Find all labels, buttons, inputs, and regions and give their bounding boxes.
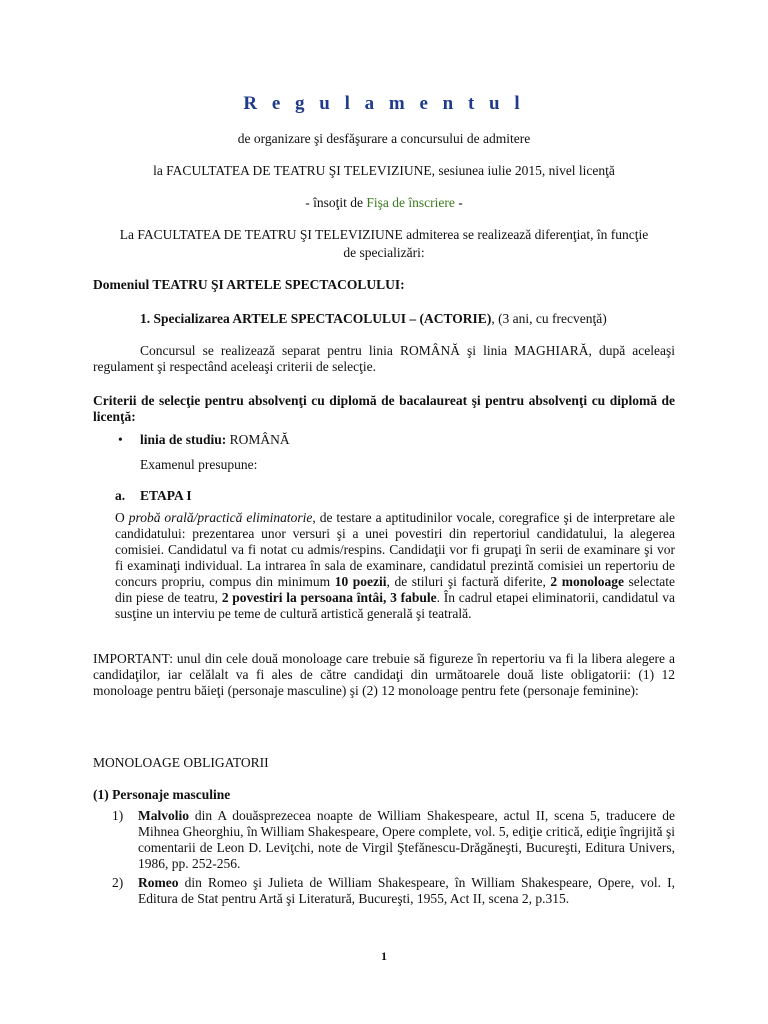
insotit-prefix: - însoţit de: [305, 195, 367, 210]
etapa-text-2: , de testare a aptitudinilor vocale, coregrafice şi de interpretare ale candidatului: prezentarea unor versuri şi a unei povestiri din repertoriul candidatului, la alegerea comisiei. Candidatul va fi notat cu admis/respins. Candidaţii vor fi grupaţi în serii de examinare şi vor fi examinaţi individual. La intrarea în sala de examinare, candidatul prezintă comisiei un repertoriu de concurs propriu, compus din minimum: [115, 510, 675, 589]
bullet-marker: •: [118, 432, 123, 447]
insotit-line: [0, 195, 768, 211]
linia-value: ROMÂNĂ: [226, 432, 290, 447]
spec-heading-line: [140, 311, 607, 327]
list-item-number: 2): [112, 875, 124, 890]
domain-heading: Domeniul TEATRU ŞI ARTELE SPECTACOLULUI:: [93, 277, 405, 292]
concurs-paragraph: Concursul se realizează separat pentru linia ROMÂNĂ şi linia MAGHIARĂ, după aceleaşi regulament şi respectând aceleaşi criterii de selecţie.: [93, 343, 675, 374]
etapa-bold-poezii: 10 poezii: [334, 574, 387, 589]
document-title: R e g u l a m e n t u l: [243, 93, 525, 114]
page-number: 1: [381, 949, 387, 963]
spec-suffix: , (3 ani, cu frecvenţă): [491, 311, 607, 326]
criterii-heading: Criterii de selecţie pentru absolvenţi cu diplomă de bacalaureat şi pentru absolvenţi cu diplomă de licenţă:: [93, 393, 675, 424]
intro-line-1: La FACULTATEA DE TEATRU ŞI TELEVIZIUNE admiterea se realizează diferenţiat, în funcţie: [119, 227, 649, 242]
etapa-heading: ETAPA I: [140, 488, 192, 503]
etapa-text-3: , de stiluri şi factură diferite,: [386, 574, 551, 589]
list-item-name: Romeo: [138, 875, 179, 890]
etapa-text-5: . În cadrul etapei eliminatorii, candidatul va susţine un interviu pe teme de cultură artistică generală şi teatrală.: [115, 590, 675, 621]
examen-presupune: Examenul presupune:: [140, 457, 258, 472]
list-item-text: din A douăsprezecea noapte de William Shakespeare, actul II, scena 5, traducere de Mihnea Gheorghiu, în William Shakespeare, Opere complete, vol. 5, ediţie critică, ediţie îngrijită şi comentarii de Leon D. Leviţchi, note de Virgil Ştefănescu-Drăgăneşti, Bucureşti, Editura Univers, 1986, pp. 252-256.: [138, 808, 675, 871]
list-item: [138, 875, 675, 907]
spec-heading: 1. Specializarea ARTELE SPECTACOLULUI – (ACTORIE): [140, 311, 492, 326]
linia-label: linia de studiu:: [140, 432, 227, 447]
fisa-inscriere-link[interactable]: Fişa de înscriere: [366, 195, 455, 210]
intro-line-2: de specializări:: [343, 245, 425, 260]
etapa-bold-povestiri: 2 povestiri la persoana întâi, 3 fabule: [221, 590, 437, 605]
linia-studiu: [140, 432, 290, 448]
list-item-number: 1): [112, 808, 124, 823]
list-item-text: din Romeo şi Julieta de William Shakespeare, în William Shakespeare, Opere, vol. I, Editura de Stat pentru Artă şi Literatură, Bucureşti, 1955, Act II, scena 2, p.315.: [138, 875, 675, 906]
etapa-letter: a.: [115, 488, 126, 503]
etapa-italic-proba: probă orală/practică eliminatorie: [128, 510, 313, 525]
important-paragraph: IMPORTANT: unul din cele două monoloage care trebuie să figureze în repertoriu va fi la libera alegere a candidaţilor, iar celălalt va fi ales de către candidaţi din următoarele două liste obligatorii: (1) 12 monoloage pentru băieţi (personaje masculine) şi (2) 12 monoloage pentru fete (personaje feminine):: [93, 651, 675, 698]
list-item: [138, 808, 675, 872]
personaje-masculine-heading: (1) Personaje masculine: [93, 787, 231, 802]
etapa-paragraph: [115, 510, 675, 622]
insotit-suffix: -: [454, 195, 463, 210]
list-item-name: Malvolio: [138, 808, 189, 823]
etapa-text-1: O: [115, 510, 129, 525]
monoloage-heading: MONOLOAGE OBLIGATORII: [93, 755, 269, 770]
etapa-bold-monoloage: 2 monoloage: [550, 574, 624, 589]
subtitle-organizare: de organizare şi desfăşurare a concursului de admitere: [237, 131, 531, 146]
subtitle-facultate: la FACULTATEA DE TEATRU ŞI TELEVIZIUNE, sesiunea iulie 2015, nivel licenţă: [153, 163, 615, 178]
etapa-text-4: selectate din piese de teatru,: [115, 574, 676, 605]
